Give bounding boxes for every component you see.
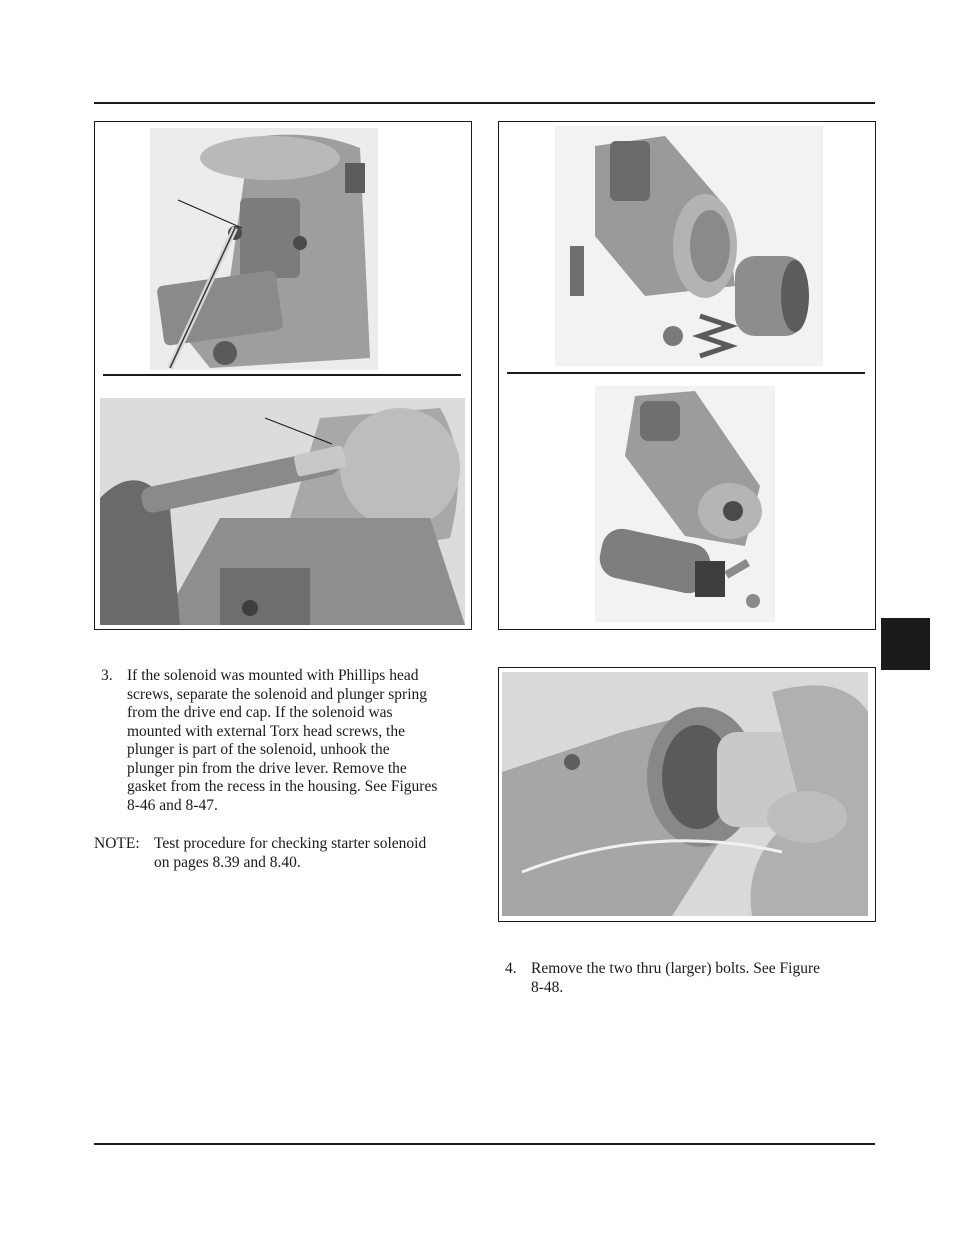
step-4-line: 8-48.: [531, 978, 564, 996]
note-text: [154, 835, 474, 872]
step-3-number: 3.: [101, 667, 113, 684]
step-4: [505, 960, 875, 1000]
photo-gasket-removal: [502, 672, 868, 916]
note-label: NOTE:: [94, 835, 140, 852]
note-line: Test procedure for checking starter solenoid: [154, 835, 427, 852]
footer-rule: [94, 1143, 875, 1145]
callout-leader-mid-left: [260, 412, 340, 452]
step-3-line: plunger pin from the drive lever. Remove the: [127, 759, 407, 777]
step-3-line: 8-46 and 8-47.: [127, 796, 218, 814]
photo-solenoid-plunger: [595, 386, 775, 622]
chapter-tab: [881, 618, 930, 670]
step-3-line: If the solenoid was mounted with Phillips head: [127, 667, 419, 684]
photo-solenoid-screw: [150, 128, 378, 370]
step-4-line: Remove the two thru (larger) bolts. See Figure: [531, 960, 820, 977]
callout-leader-top-left: [150, 190, 250, 240]
header-rule: [94, 102, 875, 104]
step-3: [101, 667, 471, 817]
step-3-line: gasket from the recess in the housing. See Figures: [127, 778, 438, 795]
step-4-text: [531, 960, 820, 997]
figure-divider-right: [507, 372, 865, 374]
step-3-line: screws, separate the solenoid and plunger spring: [127, 685, 428, 703]
step-3-text: [127, 667, 437, 815]
step-3-line: plunger is part of the solenoid, unhook the: [127, 741, 390, 758]
step-3-line: from the drive end cap. If the solenoid was: [127, 704, 393, 721]
step-3-line: mounted with external Torx head screws, the: [127, 722, 405, 740]
photo-solenoid-separated: [555, 126, 823, 366]
figure-divider-left: [103, 374, 461, 376]
note-line: on pages 8.39 and 8.40.: [154, 853, 301, 871]
step-4-number: 4.: [505, 960, 517, 977]
